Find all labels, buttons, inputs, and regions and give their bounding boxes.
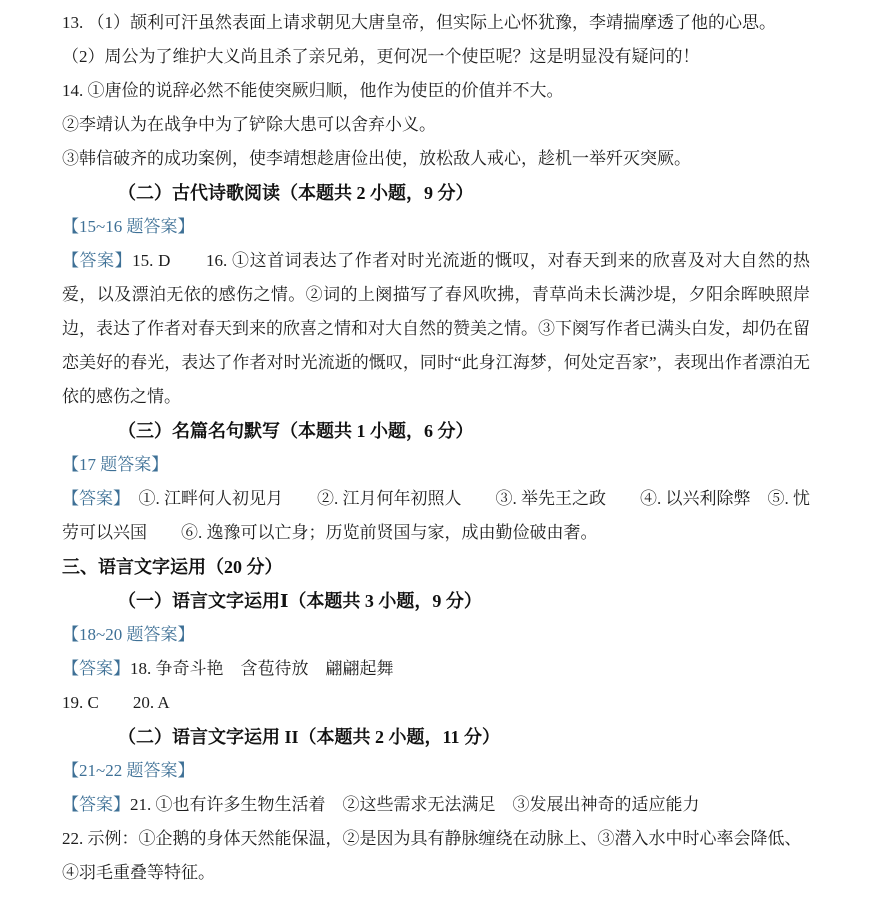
- answer-line-19-20: 19. C 20. A: [62, 693, 170, 712]
- answer-group-label-21-22: 【21~22 题答案】: [62, 761, 195, 780]
- answer-text-21: 21. ①也有许多生物生活着 ②这些需求无法满足 ③发展出神奇的适应能力: [130, 795, 700, 814]
- section-heading-famous-passages: （三）名篇名句默写（本题共 1 小题，6 分）: [118, 421, 474, 441]
- section-heading-language-use-1: （一）语言文字运用Ⅰ（本题共 3 小题，9 分）: [118, 591, 482, 611]
- section-heading-language-use: 三、语言文字运用（20 分）: [62, 557, 283, 577]
- section-heading-ancient-poetry: （二）古代诗歌阅读（本题共 2 小题，9 分）: [118, 183, 474, 203]
- answer-text-17: ①. 江畔何人初见月 ②. 江月何年初照人 ③. 举先王之政 ④. 以兴利除弊 ⑤. 忧劳可以兴国 ⑥. 逸豫可以亡身；历览前贤国与家，成由勤俭破由奢。: [62, 489, 810, 542]
- answer-line-13-2: （2）周公为了维护大义尚且杀了亲兄弟，更何况一个使臣呢？这是明显没有疑问的！: [62, 47, 700, 66]
- answer-line-13-1: 13. （1）颉利可汗虽然表面上请求朝见大唐皇帝，但实际上心怀犹豫，李靖揣摩透了他的心思。: [62, 13, 776, 32]
- answer-label: 【答案】: [62, 795, 130, 814]
- answer-line-14-2: ②李靖认为在战争中为了铲除大患可以舍弃小义。: [62, 115, 436, 134]
- answer-group-label-18-20: 【18~20 题答案】: [62, 625, 195, 644]
- answer-label: 【答案】: [62, 659, 130, 678]
- answer-text-18: 18. 争奇斗艳 含苞待放 翩翩起舞: [130, 659, 394, 678]
- answer-group-label-15-16: 【15~16 题答案】: [62, 217, 195, 236]
- answer-line-22: 22. 示例：①企鹅的身体天然能保温，②是因为具有静脉缠绕在动脉上、③潜入水中时心率会降低、④羽毛重叠等特征。: [62, 829, 802, 882]
- answer-text-15-16: 15. D 16. ①这首词表达了作者对时光流逝的慨叹，对春天到来的欣喜及对大自然的热爱，以及漂泊无依的感伤之情。②词的上阕描写了春风吹拂，青草尚未长满沙堤，夕阳余晖映照岸边，表达了作者对春天到来的欣喜之情和对大自然的赞美之情。③下阕写作者已满头白发，却仍在留恋美好的春光，表达了作者对时光流逝的慨叹，同时“此身江海梦，何处定吾家”，表现出作者漂泊无依的感伤之情。: [62, 251, 811, 406]
- answer-block-18: [62, 652, 810, 686]
- answer-block-21: [62, 788, 810, 822]
- answer-line-14-1: 14. ①唐俭的说辞必然不能使突厥归顺，他作为使臣的价值并不大。: [62, 81, 564, 100]
- answer-label: 【答案】: [62, 251, 133, 270]
- answer-block-17: [62, 482, 810, 550]
- answer-block-15-16: [62, 244, 810, 414]
- answer-line-14-3: ③韩信破齐的成功案例，使李靖想趁唐俭出使，放松敌人戒心，趁机一举歼灭突厥。: [62, 149, 691, 168]
- section-heading-language-use-2: （二）语言文字运用 II（本题共 2 小题，11 分）: [118, 727, 501, 747]
- answer-group-label-17: 【17 题答案】: [62, 455, 169, 474]
- answer-label: 【答案】: [62, 489, 122, 508]
